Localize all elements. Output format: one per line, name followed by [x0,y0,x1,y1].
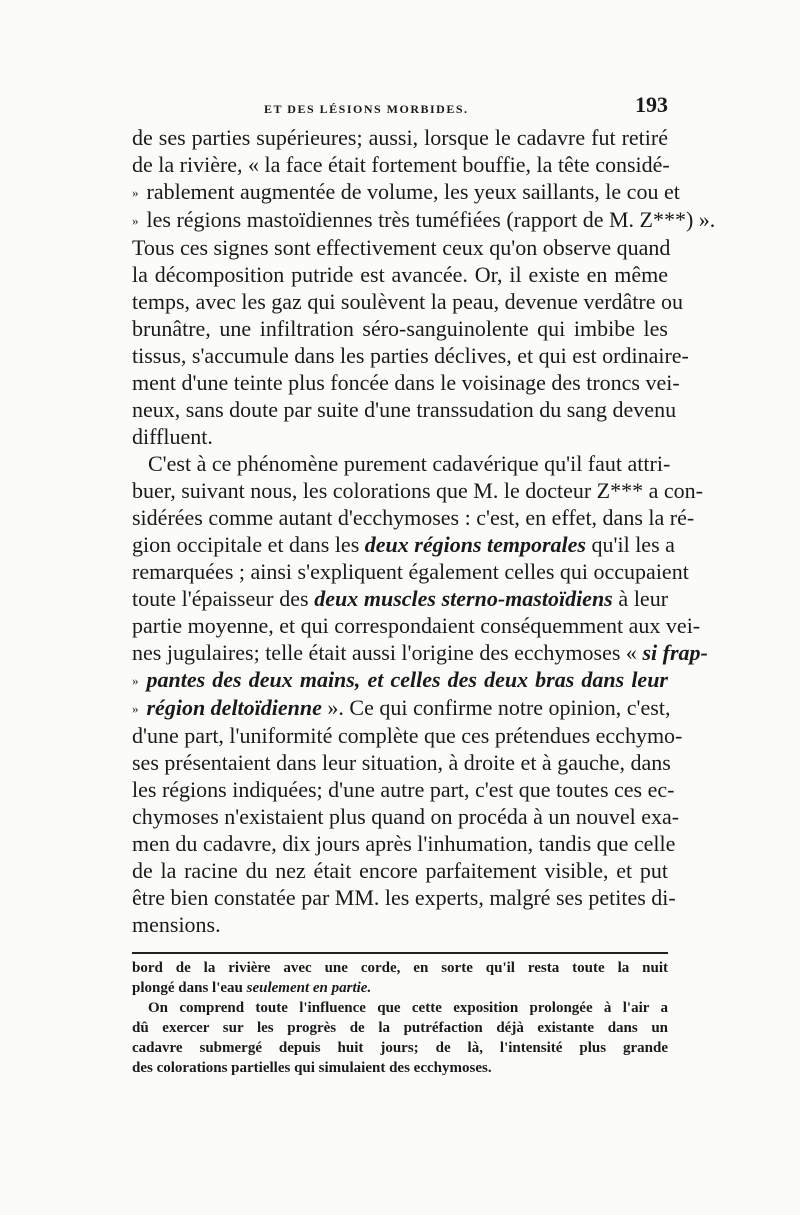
quote-mark: » [132,185,139,200]
running-title: ET DES LÉSIONS MORBIDES. [264,102,469,116]
text-line: d'une part, l'uniformité complète que ces prétendues ecchymo- [132,723,683,748]
text-line: tissus, s'accumule dans les parties déclives, et qui est ordinaire- [132,343,689,368]
text-line: remarquées ; ainsi s'expliquent également celles qui occupaient [132,559,689,584]
italic-segment: si frap- [642,640,708,665]
text-line: temps, avec les gaz qui soulèvent la peau, devenue verdâtre ou [132,289,683,314]
text-line: C'est à ce phénomène purement cadavérique qu'il faut attri- [148,451,671,476]
italic-segment: région deltoïdienne [146,695,322,720]
quote-mark: » [132,701,139,716]
italic-segment: seulement en partie. [246,980,372,996]
text-segment: qu'il les a [591,532,675,557]
text-segment: toute l'épaisseur des [132,586,309,611]
footnote-line: On comprend toute l'influence que cette exposition prolongée à l'air a [148,1000,668,1016]
text-line: ses présentaient dans leur situation, à droite et à gauche, dans [132,750,671,775]
text-line: être bien constatée par MM. les experts, malgré ses petites di- [132,885,676,910]
text-line [132,178,680,206]
quote-mark: » [132,673,139,688]
text-line: de ses parties supérieures; aussi, lorsque le cadavre fut retiré [132,125,668,150]
text-line [132,531,675,558]
footnote-line: des colorations partielles qui simulaient des ecchymoses. [132,1060,492,1076]
text-segment: les régions mastoïdiennes très tuméfiées (rapport de M. Z***) ». [146,207,716,232]
text-segment: rablement augmentée de volume, les yeux saillants, le cou et [146,179,680,204]
italic-segment: deux régions temporales [364,532,586,557]
footnote-divider [132,952,668,954]
body-text [132,124,716,938]
text-line: buer, suivant nous, les colorations que M. le docteur Z*** a con- [132,478,703,503]
text-line: mensions. [132,912,221,937]
text-line: brunâtre, une infiltration séro-sanguinolente qui imbibe les [132,316,668,341]
footnote-line: bord de la rivière avec une corde, en sorte qu'il resta toute la nuit [132,960,668,976]
italic-segment: deux muscles sterno-mastoïdiens [314,586,613,611]
text-line [132,639,708,666]
text-line: les régions indiquées; d'une autre part, c'est que toutes ces ec- [132,777,675,802]
italic-segment: pantes des deux mains, et celles des deux bras dans leur [146,667,668,692]
footnote-line: dû exercer sur les progrès de la putréfaction déjà existante dans un [132,1020,668,1036]
text-segment: ». Ce qui confirme notre opinion, c'est, [327,695,671,720]
text-line: Tous ces signes sont effectivement ceux qu'on observe quand [132,235,671,260]
text-line: partie moyenne, et qui correspondaient conséquemment aux vei- [132,613,701,638]
text-line [132,585,668,612]
text-line [132,206,716,234]
footnote-line [132,978,668,998]
text-line [132,666,668,694]
text-line: ment d'une teinte plus foncée dans le voisinage des troncs vei- [132,370,680,395]
quote-mark: » [132,213,139,228]
text-line: de la racine du nez était encore parfaitement visible, et put [132,858,668,883]
text-segment: nes jugulaires; telle était aussi l'origine des ecchymoses « [132,640,637,665]
text-segment: gion occipitale et dans les [132,532,360,557]
text-segment: plongé dans l'eau [132,980,243,996]
text-line: diffluent. [132,424,213,449]
page-header [132,92,668,122]
page-number: 193 [635,92,668,117]
footnote [132,958,668,1078]
text-line: neux, sans doute par suite d'une transsudation du sang devenu [132,397,677,422]
paragraph-2 [132,450,708,938]
text-segment: à leur [618,586,669,611]
footnote-line: cadavre submergé depuis huit jours; de là, l'intensité plus grande [132,1040,668,1056]
text-line: sidérées comme autant d'ecchymoses : c'est, en effet, dans la ré- [132,505,695,530]
text-line: la décomposition putride est avancée. Or, il existe en même [132,262,668,287]
text-line: de la rivière, « la face était fortement bouffie, la tête considé- [132,152,670,177]
book-page [132,92,716,1078]
text-line [132,694,671,722]
text-line: men du cadavre, dix jours après l'inhumation, tandis que celle [132,831,676,856]
text-line: chymoses n'existaient plus quand on procéda à un nouvel exa- [132,804,680,829]
paragraph-1 [132,124,716,450]
